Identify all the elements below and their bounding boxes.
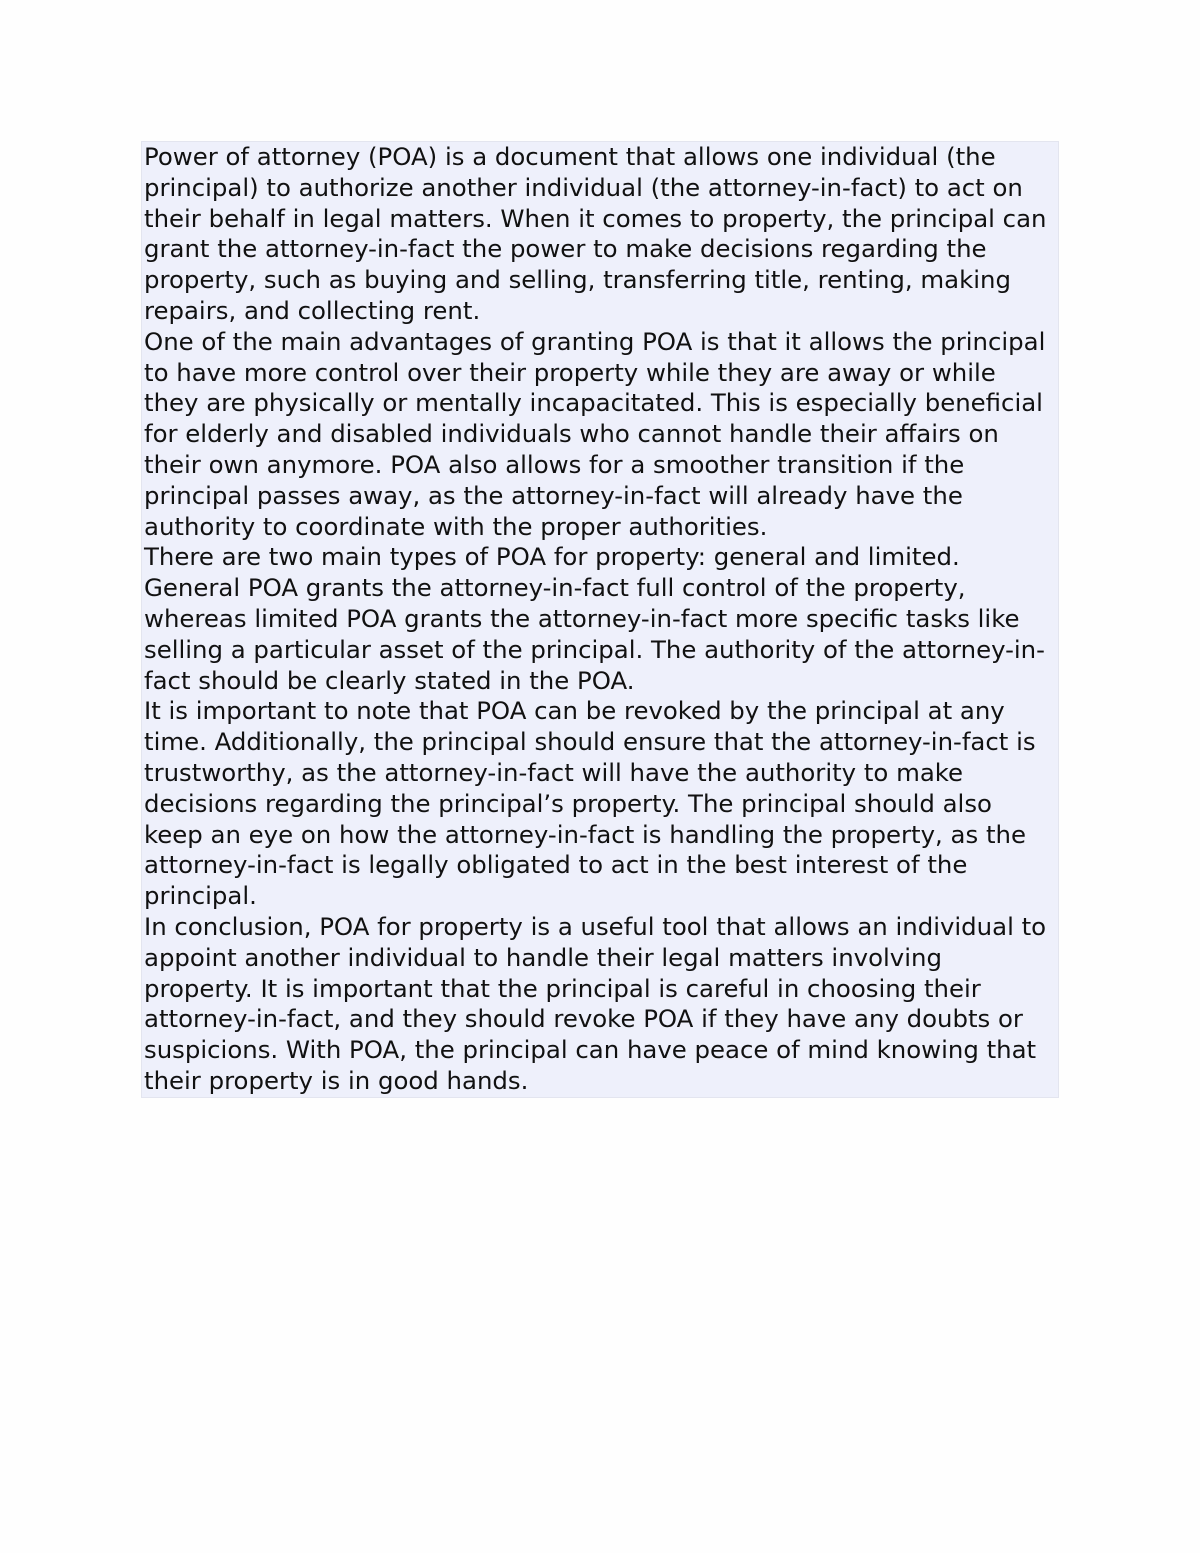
document-text-block xyxy=(141,141,1059,1098)
paragraph-3: There are two main types of POA for property: general and limited. General POA grants the attorney-in-fact full control of the property, whereas limited POA grants the attorney-in-fact more specific tasks like selling a particular asset of the principal. The authority of the attorney-in-fact should be clearly stated in the POA. xyxy=(144,542,1045,695)
paragraph-5: In conclusion, POA for property is a useful tool that allows an individual to appoint another individual to handle their legal matters involving property. It is important that the principal is careful in choosing their attorney-in-fact, and they should revoke POA if they have any doubts or suspicions. With POA, the principal can have peace of mind knowing that their property is in good hands. xyxy=(144,911,1047,1095)
paragraph-2: One of the main advantages of granting POA is that it allows the principal to have more control over their property while they are away or while they are physically or mentally incapacitated. This is especially beneficial for elderly and disabled individuals who cannot handle their affairs on their own anymore. POA also allows for a smoother transition if the principal passes away, as the attorney-in-fact will already have the authority to coordinate with the proper authorities. xyxy=(144,326,1046,541)
paragraph-1: Power of attorney (POA) is a document that allows one individual (the principal) to authorize another individual (the attorney-in-fact) to act on their behalf in legal matters. When it comes to property, the principal can grant the attorney-in-fact the power to make decisions regarding the property, such as buying and selling, transferring title, renting, making repairs, and collecting rent. xyxy=(144,142,1047,325)
paragraph-4: It is important to note that POA can be revoked by the principal at any time. Additionally, the principal should ensure that the attorney-in-fact is trustworthy, as the attorney-in-fact will have the authority to make decisions regarding the principal’s property. The principal should also keep an eye on how the attorney-in-fact is handling the property, as the attorney-in-fact is legally obligated to act in the best interest of the principal. xyxy=(144,696,1036,911)
